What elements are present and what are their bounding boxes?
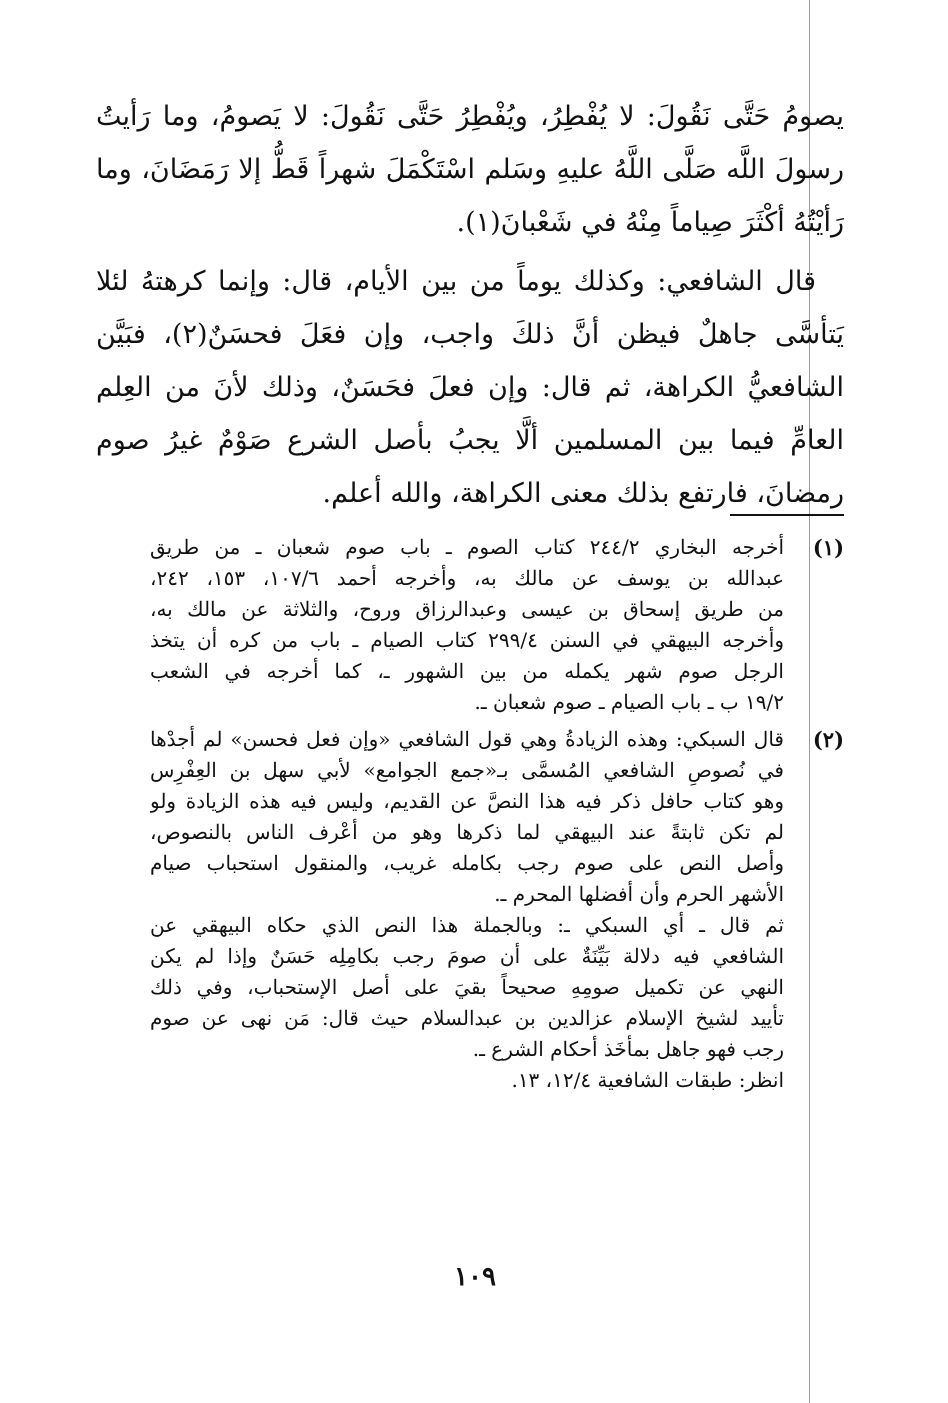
footnote-2-number: (٢)	[812, 727, 844, 752]
footnote-line: تأييد لشيخ الإسلام عزالدين بن عبدالسلام حيث قال: مَن نهى عن صوم	[150, 1006, 784, 1030]
footnote-line: انظر: طبقات الشافعية ١٢/٤، ١٣.	[511, 1068, 784, 1092]
page-number: ١٠٩	[454, 1262, 496, 1292]
footnote-separator	[730, 514, 844, 516]
footnote-line: ثم قال ـ أي السبكي ـ: وبالجملة هذا النص الذي حكاه البيهقي عن	[150, 913, 784, 937]
footnote-line: الأشهر الحرم وأن أفضلها المحرم ـ.	[494, 882, 784, 906]
paragraph-1: يصومُ حَتَّى نَقُولَ: لا يُفْطِرُ، ويُفْطِرُ حَتَّى نَقُولَ: لا يَصومُ، وما رَأيتُ رسولَ اللَّه صَلَّى اللَّهُ عليهِ وسَلم اسْتَكْمَلَ شهراً قَطُّ إلا رَمَضَانَ، وما رَأيْتُهُ أكْثَرَ صِياماً مِنْهُ في شَعْبانَ(١).	[96, 101, 844, 238]
footnote-line: رجب فهو جاهل بمأْخَذ أحكام الشرع ـ.	[472, 1037, 784, 1061]
footnote-1	[150, 532, 844, 718]
footnote-line: لم تكن ثابتةً عند البيهقي لما ذكرها وهو من أعْرف الناس بالنصوص،	[150, 820, 784, 844]
footnote-1-number: (١)	[812, 535, 844, 560]
footnote-line: وأصل النص على صوم رجب بكامله غريب، والمنقول استحباب صيام	[150, 851, 784, 875]
footnote-line: النهي عن تكميل صومِهِ صحيحاً بقيَ على أصل الإستحباب، وفي ذلك	[150, 975, 784, 999]
paragraph-2: قال الشافعي: وكذلك يوماً من بين الأيام، قال: وإنما كرهتهُ لئلا يَتأسَّى جاهلٌ فيظن أنَّ ذلكَ واجب، وإن فعَلَ فحسَنٌ(٢)، فبَيَّن الشافعيُّ الكراهة، ثم قال: وإن فعلَ فحَسَنٌ، وذلك لأنَ من العِلم العامِّ فيما بين المسلمين ألَّا يجبُ بأصل الشرع صَوْمٌ غيرُ صوم رمضانَ، فارتفع بذلك معنى الكراهة، والله أعلم.	[96, 266, 844, 509]
footnotes	[150, 532, 844, 1096]
footnote-line: قال السبكي: وهذه الزيادةُ وهي قول الشافعي «وإن فعل فحسن» لم أجدْها	[150, 727, 784, 751]
footnote-line: ١٩/٢ ب ـ باب الصيام ـ صوم شعبان ـ.	[474, 690, 784, 714]
footnote-line: الرجل صوم شهر يكمله من بين الشهور ـ، كما أخرجه في الشعب	[150, 659, 784, 683]
footnote-line: في نُصوصِ الشافعي المُسمَّى بـ«جمع الجوامع» لأبي سهل بن العِفْرِس	[150, 758, 784, 782]
main-text	[96, 90, 844, 520]
footnote-line: وأخرجه البيهقي في السنن ٢٩٩/٤ كتاب الصيام ـ باب من كره أن يتخذ	[150, 628, 784, 652]
footnote-line: أخرجه البخاري ٢٤٤/٢ كتاب الصوم ـ باب صوم شعبان ـ من طريق	[150, 535, 784, 559]
footnote-2	[150, 724, 844, 1096]
footnote-line: وهو كتاب حافل ذكر فيه هذا النصَّ عن القديم، وليس فيه هذه الزيادة ولو	[150, 789, 784, 813]
footnote-line: من طريق إسحاق بن عيسى وعبدالرزاق وروح، والثلاثة عن مالك به،	[150, 597, 784, 621]
footnote-line: عبدالله بن يوسف عن مالك به، وأخرجه أحمد ١٠٧/٦، ١٥٣، ٢٤٢،	[150, 566, 784, 590]
footnote-line: الشافعي فيه دلالة بَيِّنَةٌ على أن صومَ رجب بكامِلِه حَسَنٌ وإذا لم يكن	[150, 944, 784, 968]
